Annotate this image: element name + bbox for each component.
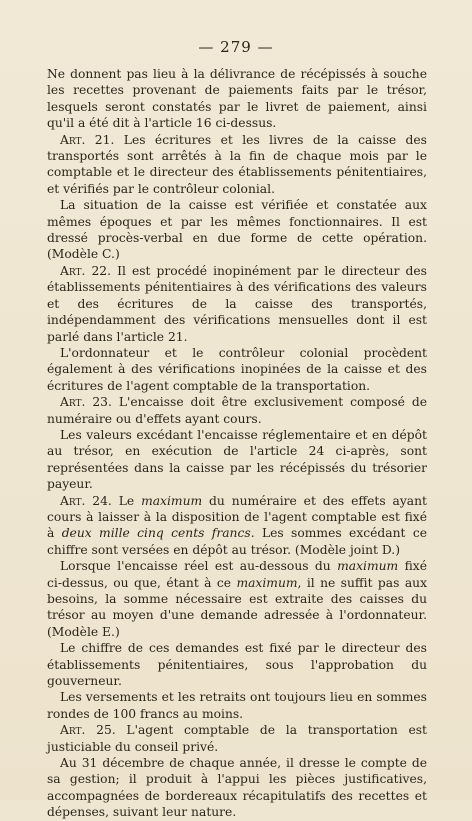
paragraph: L'ordonnateur et le contrôleur colonial procèdent également à des vérifications inopinées de la caisse et des écritures de l'agent comptable de la transportation. xyxy=(47,345,427,393)
paragraph-article-25: Art. 25. L'agent comptable de la transportation est justiciable du conseil privé. xyxy=(47,723,427,754)
paragraph-article-24: Art. 24. Le maximum du numéraire et des effets ayant cours à laisser à la disposition de l'agent comptable est fixé à deux mille cinq cents francs. Les sommes excédant ce chiffre sont versées en dépôt au trésor. (Modèle joint D.) xyxy=(47,493,427,557)
body-text xyxy=(47,66,427,821)
article-heading: Art. 25. xyxy=(60,723,116,738)
paragraph-article-22: Art. 22. Il est procédé inopinément par le directeur des établissements pénitentiaires à des vérifications des valeurs et des écritures de la caisse des transportés, indépendamment des vérifications mensuelles dont il est parlé dans l'article 21. xyxy=(47,263,427,344)
paragraph-article-23: Art. 23. L'encaisse doit être exclusivement composé de numéraire ou d'effets ayant cours. xyxy=(47,395,427,426)
paragraph: Au 31 décembre de chaque année, il dresse le compte de sa gestion; il produit à l'appui les pièces justificatives, accompagnées de bordereaux récapitulatifs des recettes et dépenses, suivant leur nature. xyxy=(47,756,427,820)
paragraph: Le chiffre de ces demandes est fixé par le directeur des établissements pénitentiaires, sous l'approbation du gouverneur. xyxy=(47,641,427,689)
paragraph: La situation de la caisse est vérifiée et constatée aux mêmes époques et par les mêmes fonctionnaires. Il est dressé procès-verbal en due forme de cette opération. (Modèle C.) xyxy=(47,198,427,262)
article-heading: Art. 24. xyxy=(60,493,112,508)
paragraph: Ne donnent pas lieu à la délivrance de récépissés à souche les recettes provenant de paiements faits par le trésor, lesquels seront constatés par le livret de paiement, ainsi qu'il a été dit à l'article 16 ci-dessus. xyxy=(47,67,427,131)
paragraph: Les versements et les retraits ont toujours lieu en sommes rondes de 100 francs au moins. xyxy=(47,690,427,721)
paragraph: Lorsque l'encaisse réel est au-dessous du maximum fixé ci-dessus, ou que, étant à ce maximum, il ne suffit pas aux besoins, la somme nécessaire est extraite des caisses du trésor au moyen d'une demande adressée à l'ordonnateur. (Modèle E.) xyxy=(47,559,428,639)
article-heading: Art. 23. xyxy=(60,395,112,410)
paragraph: Les valeurs excédant l'encaisse réglementaire et en dépôt au trésor, en exécution de l'article 24 ci-après, sont représentées dans la caisse par les récépissés du trésorier payeur. xyxy=(47,427,427,492)
page-number: — 279 — xyxy=(198,38,274,56)
article-heading: Art. 22. xyxy=(60,263,112,278)
paragraph-article-21: Art. 21. Les écritures et les livres de la caisse des transportés sont arrêtés à la fin de chaque mois par le comptable et le directeur des établissements pénitentiaires, et vérifiés par le contrôleur colonial. xyxy=(47,132,427,196)
article-heading: Art. 21. xyxy=(60,132,115,147)
